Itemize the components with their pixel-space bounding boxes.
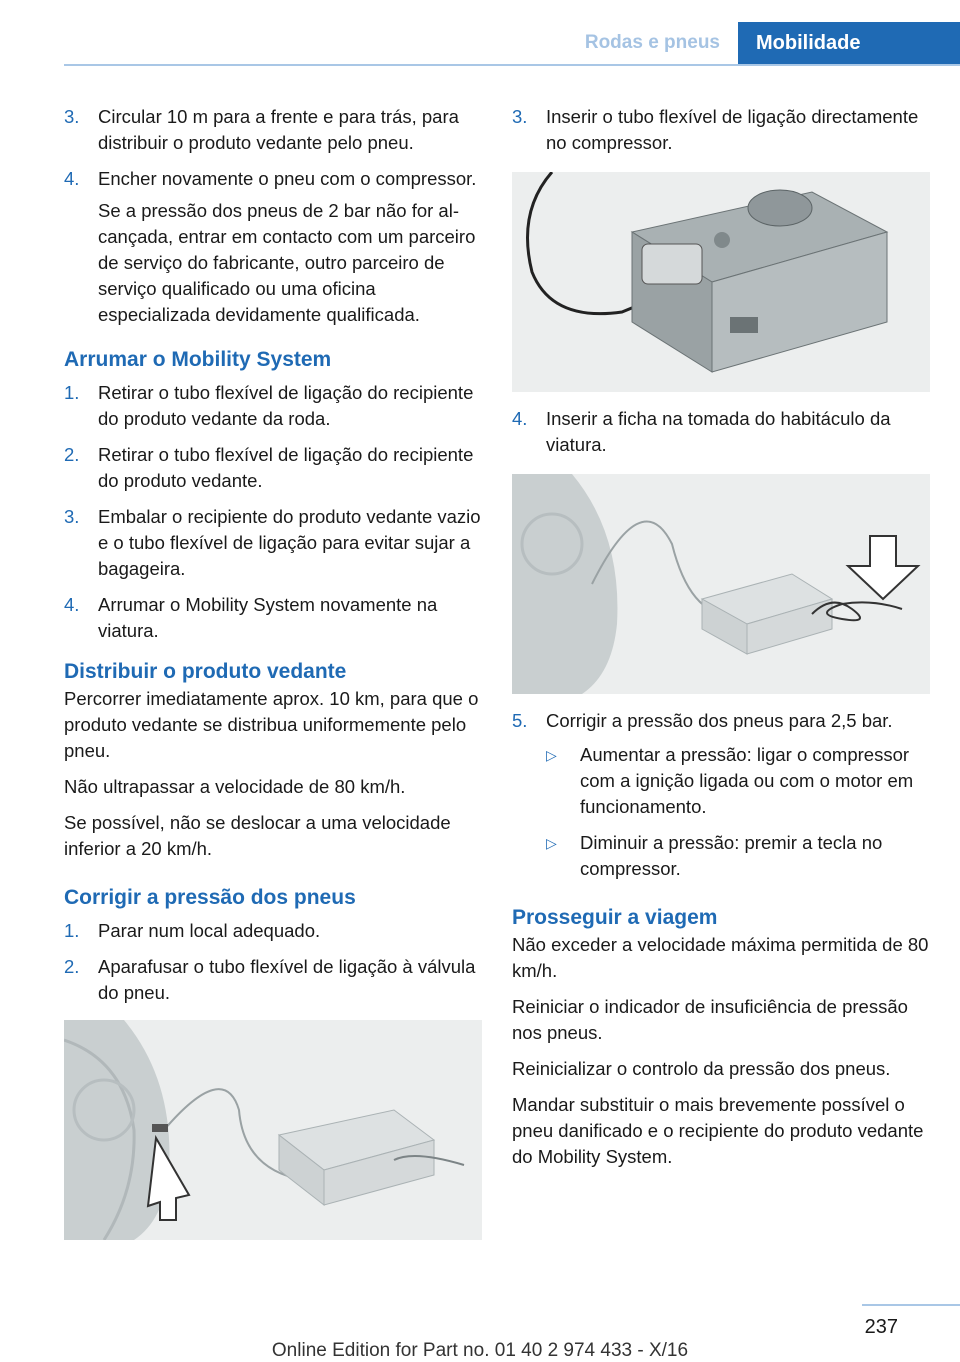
step-text: Encher novamente o pneu com o compressor.	[98, 168, 477, 189]
power-plug-illustration	[512, 474, 928, 694]
page-number-rule	[862, 1304, 960, 1306]
step-text: Retirar o tubo flexível de ligação do recipiente do produto vedante.	[98, 444, 474, 491]
list-item	[512, 708, 930, 734]
list-item	[64, 504, 482, 582]
paragraph: Percorrer imediatamente aprox. 10 km, para que o produto vedante se distribua uniformemente pelo pneu.	[64, 688, 479, 761]
page-number: 237	[864, 1316, 898, 1338]
step-text: Parar num local adequado.	[98, 920, 321, 941]
heading-continue: Prosseguir a viagem	[512, 906, 718, 929]
step-text: Retirar o tubo flexível de ligação do recipiente do produto vedante da roda.	[98, 382, 474, 429]
paragraph: Reinicializar o controlo da pressão dos pneus.	[512, 1058, 891, 1079]
step-number: 4.	[512, 408, 528, 429]
heading-stow: Arrumar o Mobility System	[64, 348, 332, 371]
step-note: Se a pressão dos pneus de 2 bar não for alcançada, entrar em contacto com um parceiro de serviço do fabricante, outro parceiro de serviço qualificado ou uma oficina especializada devidamente qualificada.	[98, 200, 476, 325]
chapter-tab[interactable]: Mobilidade	[738, 22, 960, 64]
step-text: Circular 10 m para a frente e para trás, para distribuir o produto vedante pelo pneu.	[98, 106, 459, 153]
triangle-bullet-icon: ▷	[546, 747, 557, 763]
list-item	[64, 166, 482, 328]
page-header	[64, 22, 960, 66]
bullet-item	[546, 742, 930, 820]
step-text: Arrumar o Mobility System novamente na viatura.	[98, 594, 438, 641]
list-item	[64, 442, 482, 494]
list-item	[64, 954, 482, 1006]
bullet-item	[546, 830, 930, 882]
step-number: 2.	[64, 956, 80, 977]
paragraph: Não ultrapassar a velocidade de 80 km/h.	[64, 776, 406, 797]
section-tab[interactable]: Rodas e pneus	[584, 32, 720, 53]
step-text: Corrigir a pressão dos pneus para 2,5 bar.	[546, 710, 893, 731]
step-text: Aparafusar o tubo flexível de ligação à válvula do pneu.	[98, 956, 476, 1003]
list-item	[64, 104, 482, 156]
figure-power-socket	[512, 474, 930, 694]
heading-correct: Corrigir a pressão dos pneus	[64, 886, 356, 909]
step-text: Inserir a ficha na tomada do habitáculo da viatura.	[546, 408, 891, 455]
step-text: Inserir o tubo flexível de ligação directamente no compressor.	[546, 106, 919, 153]
list-item	[64, 380, 482, 432]
bullet-text: Diminuir a pressão: premir a tecla no compressor.	[580, 832, 883, 879]
paragraph: Mandar substituir o mais brevemente possível o pneu danificado e o recipiente do produto vedante do Mobility System.	[512, 1094, 924, 1167]
triangle-bullet-icon: ▷	[546, 835, 557, 851]
step-number: 3.	[512, 106, 528, 127]
figure-compressor-hose	[512, 172, 930, 392]
step-number: 1.	[64, 920, 80, 941]
step-number: 3.	[64, 106, 80, 127]
step-number: 4.	[64, 168, 80, 189]
paragraph: Se possível, não se deslocar a uma velocidade inferior a 20 km/h.	[64, 812, 451, 859]
compressor-illustration	[512, 172, 928, 392]
list-item	[512, 406, 930, 458]
step-number: 5.	[512, 710, 528, 731]
step-number: 2.	[64, 444, 80, 465]
list-item	[512, 104, 930, 156]
figure-valve-connection	[64, 1020, 482, 1240]
paragraph: Reiniciar o indicador de insuficiência de pressão nos pneus.	[512, 996, 908, 1043]
heading-distribute: Distribuir o produto vedante	[64, 660, 347, 683]
step-number: 3.	[64, 506, 80, 527]
list-item	[64, 592, 482, 644]
step-number: 1.	[64, 382, 80, 403]
paragraph: Não exceder a velocidade máxima permitida de 80 km/h.	[512, 934, 929, 981]
tire-valve-illustration	[64, 1020, 480, 1240]
right-column	[512, 104, 930, 1180]
list-item	[64, 918, 482, 944]
step-number: 4.	[64, 594, 80, 615]
left-column	[64, 104, 482, 1254]
step-text: Embalar o recipiente do produto vedante vazio e o tubo flexível de ligação para evitar sujar a bagageira.	[98, 506, 481, 579]
bullet-text: Aumentar a pressão: ligar o compressor com a ignição ligada ou com o motor em funcionamento.	[580, 744, 914, 817]
edition-footer: Online Edition for Part no. 01 40 2 974 433 - X/16	[271, 1340, 689, 1361]
